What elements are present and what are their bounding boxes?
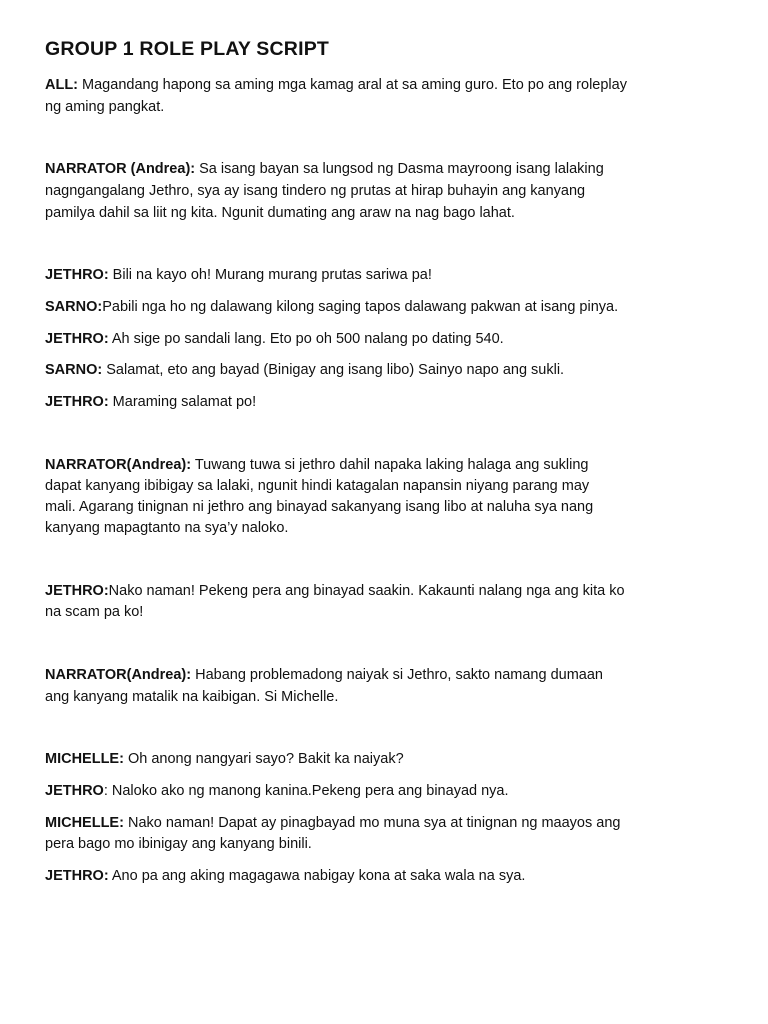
script-line — [45, 297, 735, 318]
dialogue-text: : Naloko ako ng manong kanina.Pekeng pera ang binayad nya. — [103, 783, 509, 799]
dialogue-text: Ah sige po sandali lang. Eto po oh 500 nalang po dating 540. — [108, 331, 504, 347]
script-line — [45, 518, 735, 539]
speaker-label: NARRATOR(Andrea): — [45, 457, 192, 473]
script-line — [45, 687, 735, 708]
speaker-label: NARRATOR (Andrea): — [45, 161, 196, 177]
speaker-label: JETHRO: — [45, 868, 109, 884]
script-line — [45, 581, 735, 602]
dialogue-text: Maraming salamat po! — [108, 394, 257, 410]
script-line — [45, 455, 735, 476]
script-line — [45, 392, 735, 413]
page-title: GROUP 1 ROLE PLAY SCRIPT — [45, 38, 330, 60]
dialogue-text: Tuwang tuwa si jethro dahil napaka laking halaga ang sukling — [191, 457, 589, 473]
speaker-label: JETHRO — [45, 783, 104, 799]
dialogue-text: pera bago mo ibinigay ang kanyang binili. — [45, 836, 312, 852]
script-line — [45, 497, 735, 518]
script-line — [45, 360, 735, 381]
dialogue-text: Salamat, eto ang bayad (Binigay ang isang libo) Sainyo napo ang sukli. — [102, 362, 565, 378]
script-line — [45, 203, 735, 224]
script-line — [45, 602, 735, 623]
speaker-label: MICHELLE: — [45, 751, 124, 767]
script-line — [45, 75, 735, 96]
script-line — [45, 265, 735, 286]
speaker-label: MICHELLE: — [45, 815, 124, 831]
dialogue-text: Habang problemadong naiyak si Jethro, sakto namang dumaan — [191, 667, 603, 683]
dialogue-text: pamilya dahil sa liit ng kita. Ngunit dumating ang araw na nag bago lahat. — [45, 205, 515, 221]
dialogue-text: ng aming pangkat. — [45, 99, 165, 115]
script-line — [45, 329, 735, 350]
speaker-label: SARNO: — [45, 299, 103, 315]
dialogue-text: Oh anong nangyari sayo? Bakit ka naiyak? — [123, 751, 404, 767]
script-line — [45, 97, 735, 118]
dialogue-text: Nako naman! Pekeng pera ang binayad saakin. Kakaunti nalang nga ang kita ko — [108, 583, 625, 599]
dialogue-text: na scam pa ko! — [45, 604, 144, 620]
dialogue-text: Pabili nga ho ng dalawang kilong saging tapos dalawang pakwan at isang pinya. — [102, 299, 619, 315]
script-line — [45, 476, 735, 497]
script-line — [45, 665, 735, 686]
dialogue-text: Sa isang bayan sa lungsod ng Dasma mayroong isang lalaking — [195, 161, 604, 177]
script-line — [45, 181, 735, 202]
dialogue-text: Ano pa ang aking magagawa nabigay kona at saka wala na sya. — [108, 868, 526, 884]
dialogue-text: kanyang mapagtanto na sya’y naloko. — [45, 520, 289, 536]
speaker-label: ALL: — [45, 77, 79, 93]
dialogue-text: Bili na kayo oh! Murang murang prutas sariwa pa! — [108, 267, 432, 283]
script-line — [45, 866, 735, 887]
dialogue-text: nagngangalang Jethro, sya ay isang tindero ng prutas at hirap buhayin ang kanyang — [45, 183, 586, 199]
dialogue-text: Nako naman! Dapat ay pinagbayad mo muna sya at tinignan ng maayos ang — [123, 815, 621, 831]
dialogue-text: Magandang hapong sa aming mga kamag aral at sa aming guro. Eto po ang roleplay — [78, 77, 627, 93]
script-line — [45, 159, 735, 180]
script-line — [45, 813, 735, 834]
speaker-label: JETHRO: — [45, 583, 109, 599]
script-line — [45, 834, 735, 855]
speaker-label: NARRATOR(Andrea): — [45, 667, 192, 683]
dialogue-text: dapat kanyang ibibigay sa lalaki, ngunit hindi katagalan napansin niyang parang may — [45, 478, 590, 494]
script-line — [45, 781, 735, 802]
speaker-label: JETHRO: — [45, 331, 109, 347]
speaker-label: SARNO: — [45, 362, 103, 378]
speaker-label: JETHRO: — [45, 267, 109, 283]
dialogue-text: ang kanyang matalik na kaibigan. Si Michelle. — [45, 689, 339, 705]
script-line — [45, 749, 735, 770]
speaker-label: JETHRO: — [45, 394, 109, 410]
dialogue-text: mali. Agarang tinignan ni jethro ang binayad sakanyang isang libo at naluha sya nang — [45, 499, 594, 515]
